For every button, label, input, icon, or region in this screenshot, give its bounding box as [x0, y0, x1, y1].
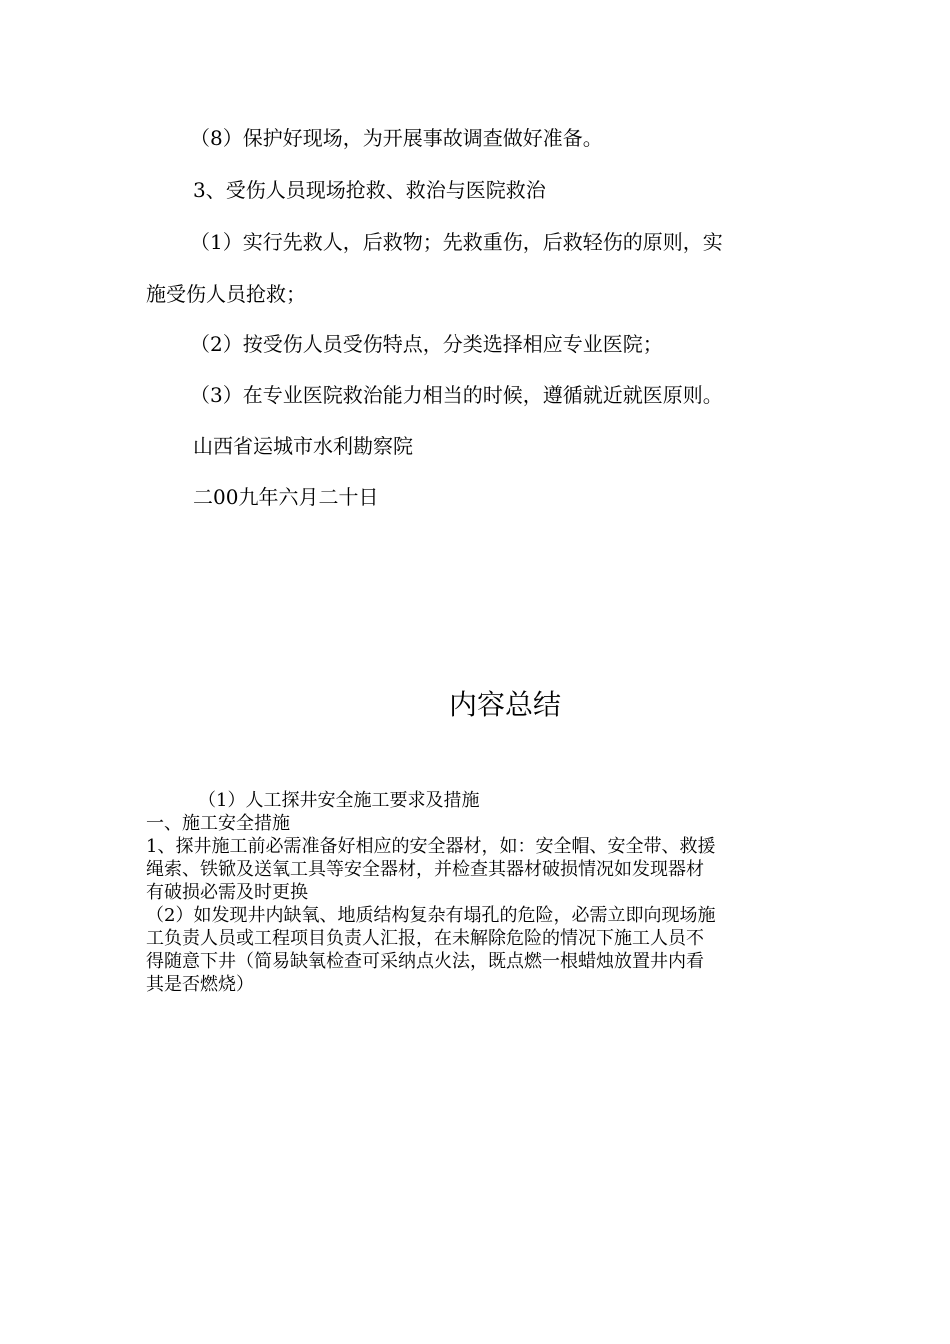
summary-line-1: （1）人工探井安全施工要求及措施 [198, 790, 480, 811]
summary-line-8: 得随意下井（简易缺氧检查可采纳点火法，既点燃一根蜡烛放置井内看 [146, 951, 704, 972]
summary-line-6: （2）如发现井内缺氧、地质结构复杂有塌孔的危险，必需立即向现场施 [146, 905, 716, 926]
paragraph-item-2: （2）按受伤人员受伤特点，分类选择相应专业医院； [190, 332, 663, 356]
paragraph-item-8: （8）保护好现场，为开展事故调查做好准备。 [190, 126, 603, 150]
section-heading-3: 3、受伤人员现场抢救、救治与医院救治 [193, 178, 546, 202]
summary-line-5: 有破损必需及时更换 [146, 882, 308, 903]
organization-name: 山西省运城市水利勘察院 [193, 434, 413, 458]
summary-body [146, 789, 806, 996]
paragraph-item-3: （3）在专业医院救治能力相当的时候，遵循就近就医原则。 [190, 383, 723, 407]
summary-line-4: 绳索、铁锨及送氧工具等安全器材，并检查其器材破损情况如发现器材 [146, 859, 704, 880]
summary-title: 内容总结 [448, 688, 561, 721]
summary-line-9: 其是否燃烧） [146, 974, 254, 995]
document-date: 二00九年六月二十日 [193, 485, 379, 509]
paragraph-item-1-line2: 施受伤人员抢救； [146, 282, 306, 306]
summary-line-3: 1、探井施工前必需准备好相应的安全器材，如：安全帽、安全带、救援 [146, 836, 716, 857]
summary-line-7: 工负责人员或工程项目负责人汇报，在未解除危险的情况下施工人员不 [146, 928, 704, 949]
summary-line-2: 一、施工安全措施 [146, 813, 290, 834]
paragraph-item-1-line1: （1）实行先救人，后救物；先救重伤，后救轻伤的原则，实 [190, 230, 723, 254]
